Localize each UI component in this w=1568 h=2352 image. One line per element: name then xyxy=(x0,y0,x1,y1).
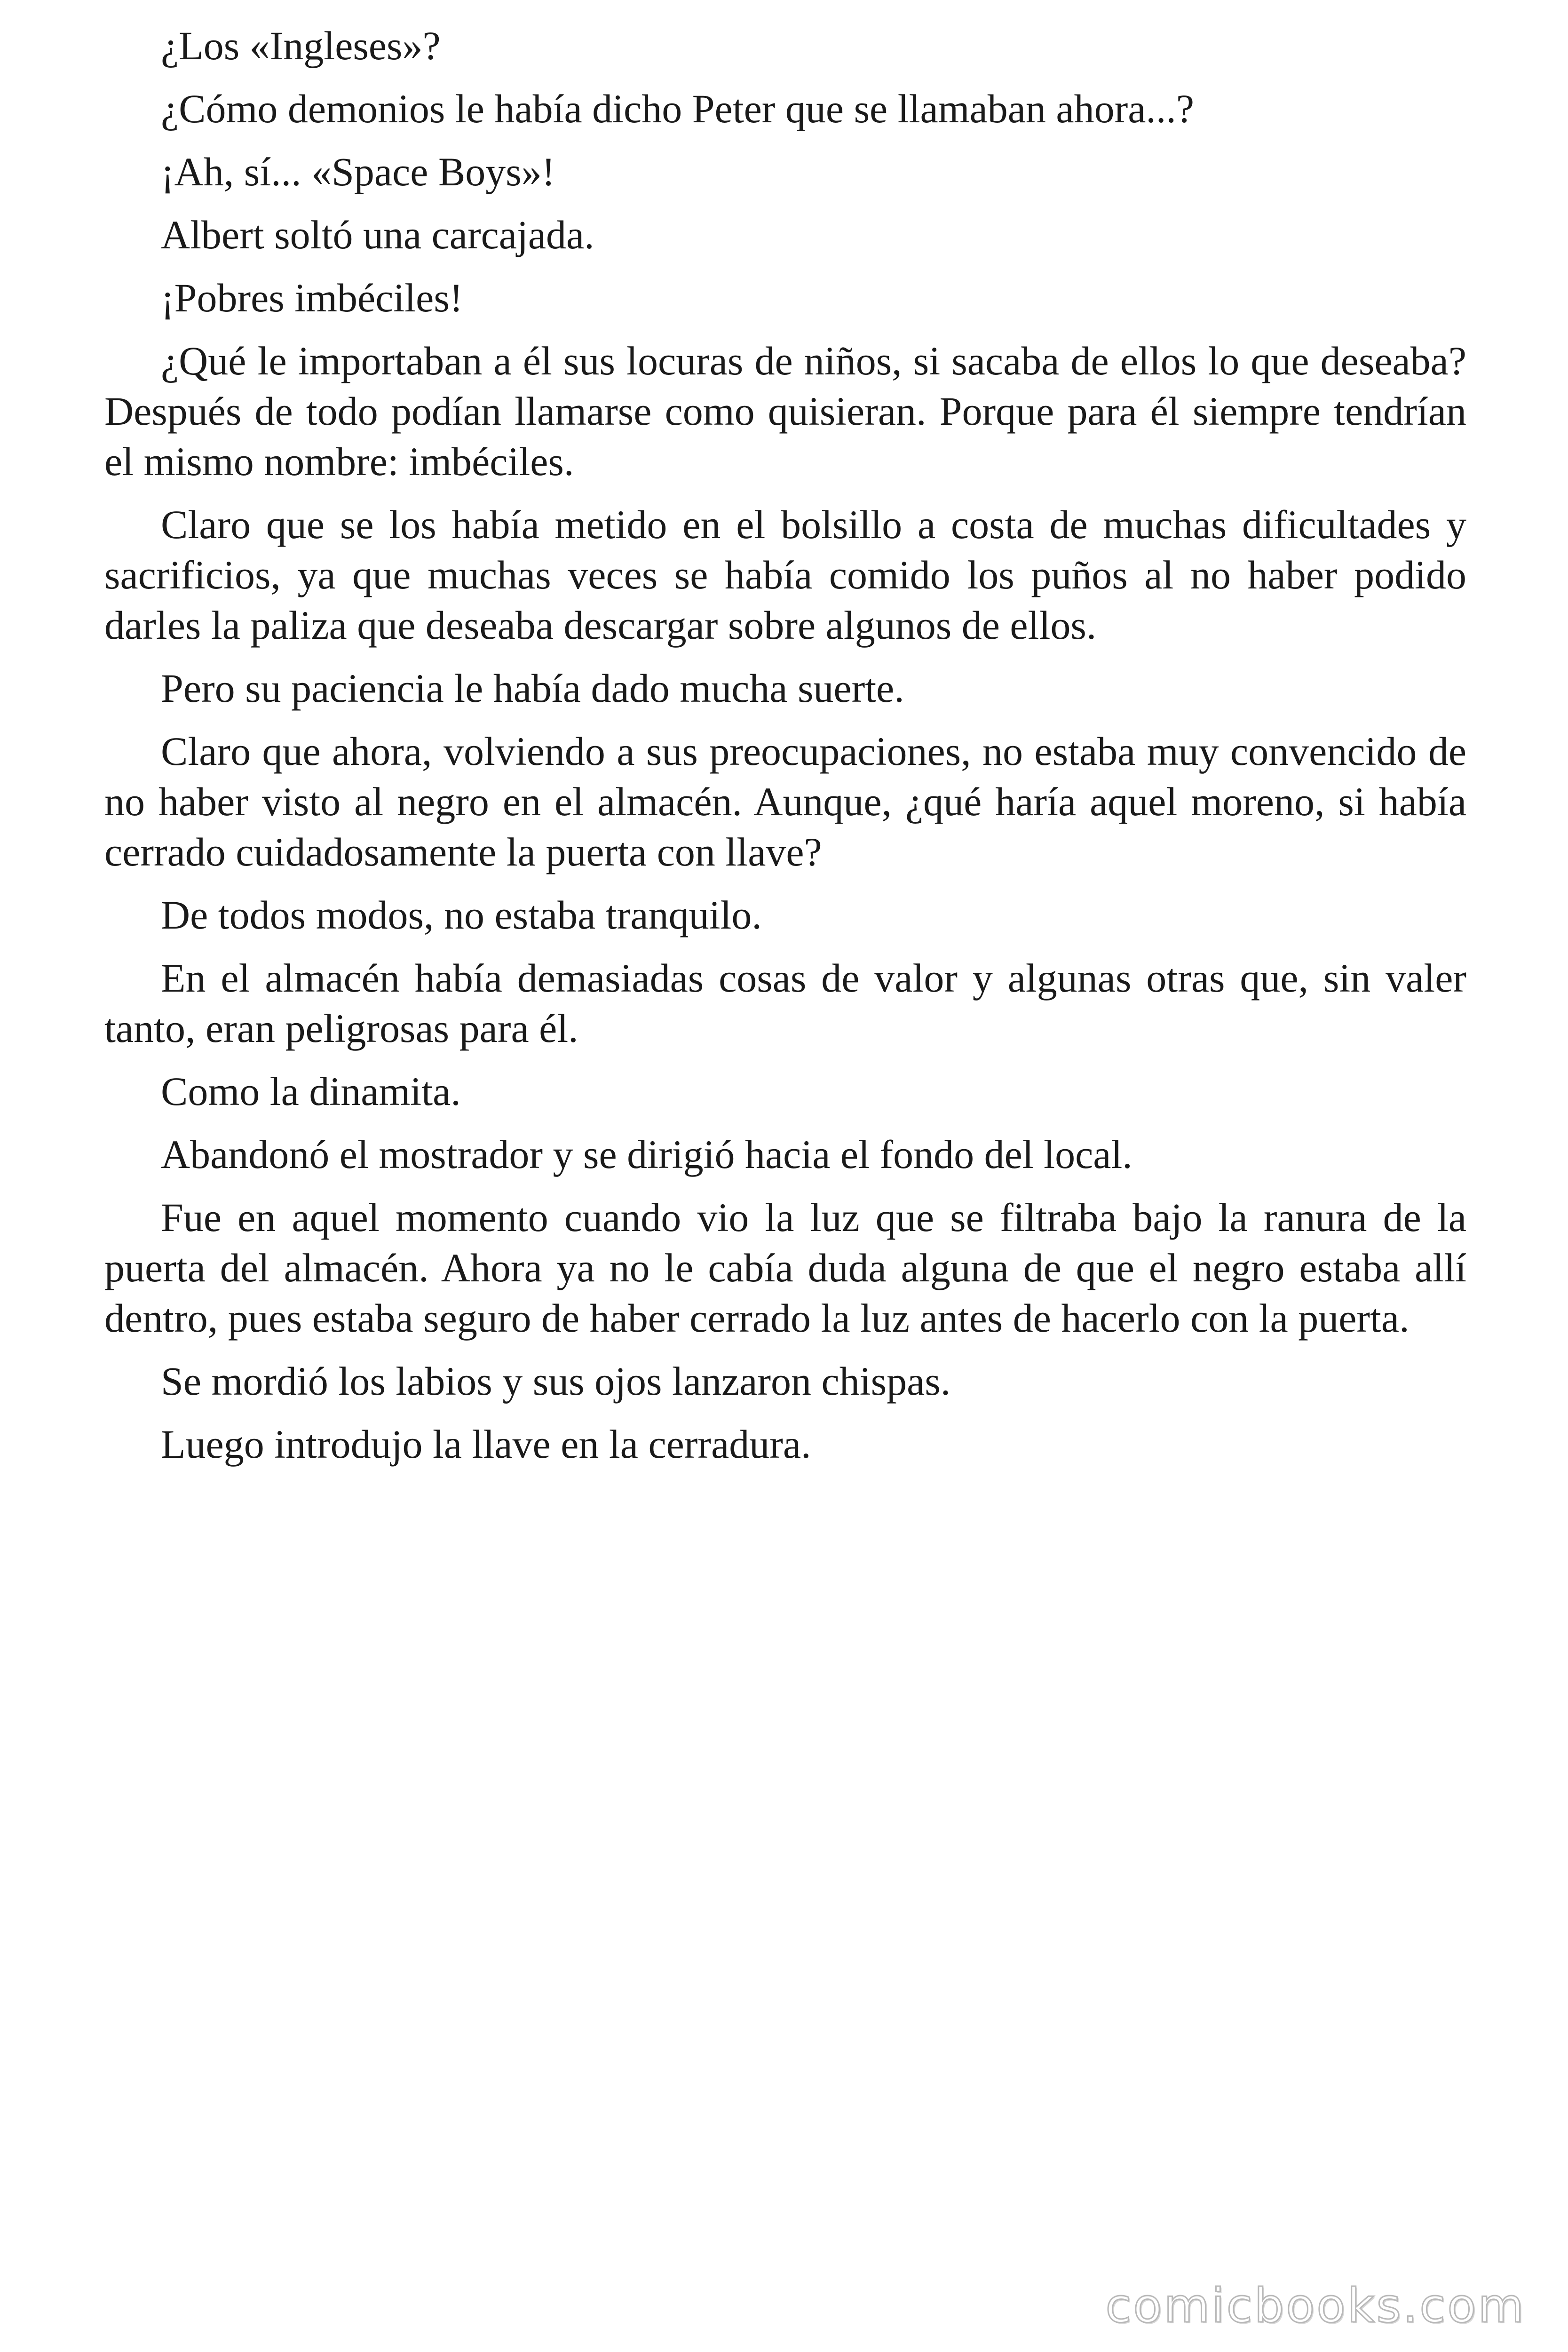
paragraph: ¿Cómo demonios le había dicho Peter que se llamaban ahora...? xyxy=(161,86,1195,131)
paragraph: ¿Qué le importaban a él sus locuras de niños, si sacaba de ellos lo que deseaba? Después de todo podían llamarse como quisieran. Porque para él siempre tendrían el mismo nombre: imbéciles. xyxy=(104,338,1466,484)
paragraph: Abandonó el mostrador y se dirigió hacia el fondo del local. xyxy=(161,1132,1132,1177)
paragraph: Pero su paciencia le había dado mucha suerte. xyxy=(161,666,904,711)
paragraph: Claro que ahora, volviendo a sus preocupaciones, no estaba muy convencido de no haber visto al negro en el almacén. Aunque, ¿qué haría aquel moreno, si había cerrado cuidadosamente la puerta con llave? xyxy=(104,729,1466,874)
paragraph: Luego introdujo la llave en la cerradura. xyxy=(161,1422,811,1467)
text-body xyxy=(104,21,1466,1482)
paragraph: ¡Ah, sí... «Space Boys»! xyxy=(161,149,555,194)
paragraph: Claro que se los había metido en el bolsillo a costa de muchas dificultades y sacrificios, ya que muchas veces se había comido los puños al no haber podido darles la paliza que deseaba descargar sobre algunos de ellos. xyxy=(104,502,1466,648)
paragraph: Fue en aquel momento cuando vio la luz que se filtraba bajo la ranura de la puerta del almacén. Ahora ya no le cabía duda alguna de que el negro estaba allí dentro, pues estaba seguro de haber cerrado la luz antes de hacerlo con la puerta. xyxy=(104,1195,1466,1341)
paragraph: Albert soltó una carcajada. xyxy=(161,212,594,257)
paragraph: De todos modos, no estaba tranquilo. xyxy=(161,892,762,938)
paragraph: ¡Pobres imbéciles! xyxy=(161,275,463,320)
paragraph: Se mordió los labios y sus ojos lanzaron chispas. xyxy=(161,1359,951,1404)
paragraph: Como la dinamita. xyxy=(161,1069,461,1114)
paragraph: ¿Los «Ingleses»? xyxy=(161,23,441,68)
paragraph: En el almacén había demasiadas cosas de valor y algunas otras que, sin valer tanto, eran peligrosas para él. xyxy=(104,955,1466,1051)
watermark: comicbooks.com xyxy=(1105,2278,1526,2333)
